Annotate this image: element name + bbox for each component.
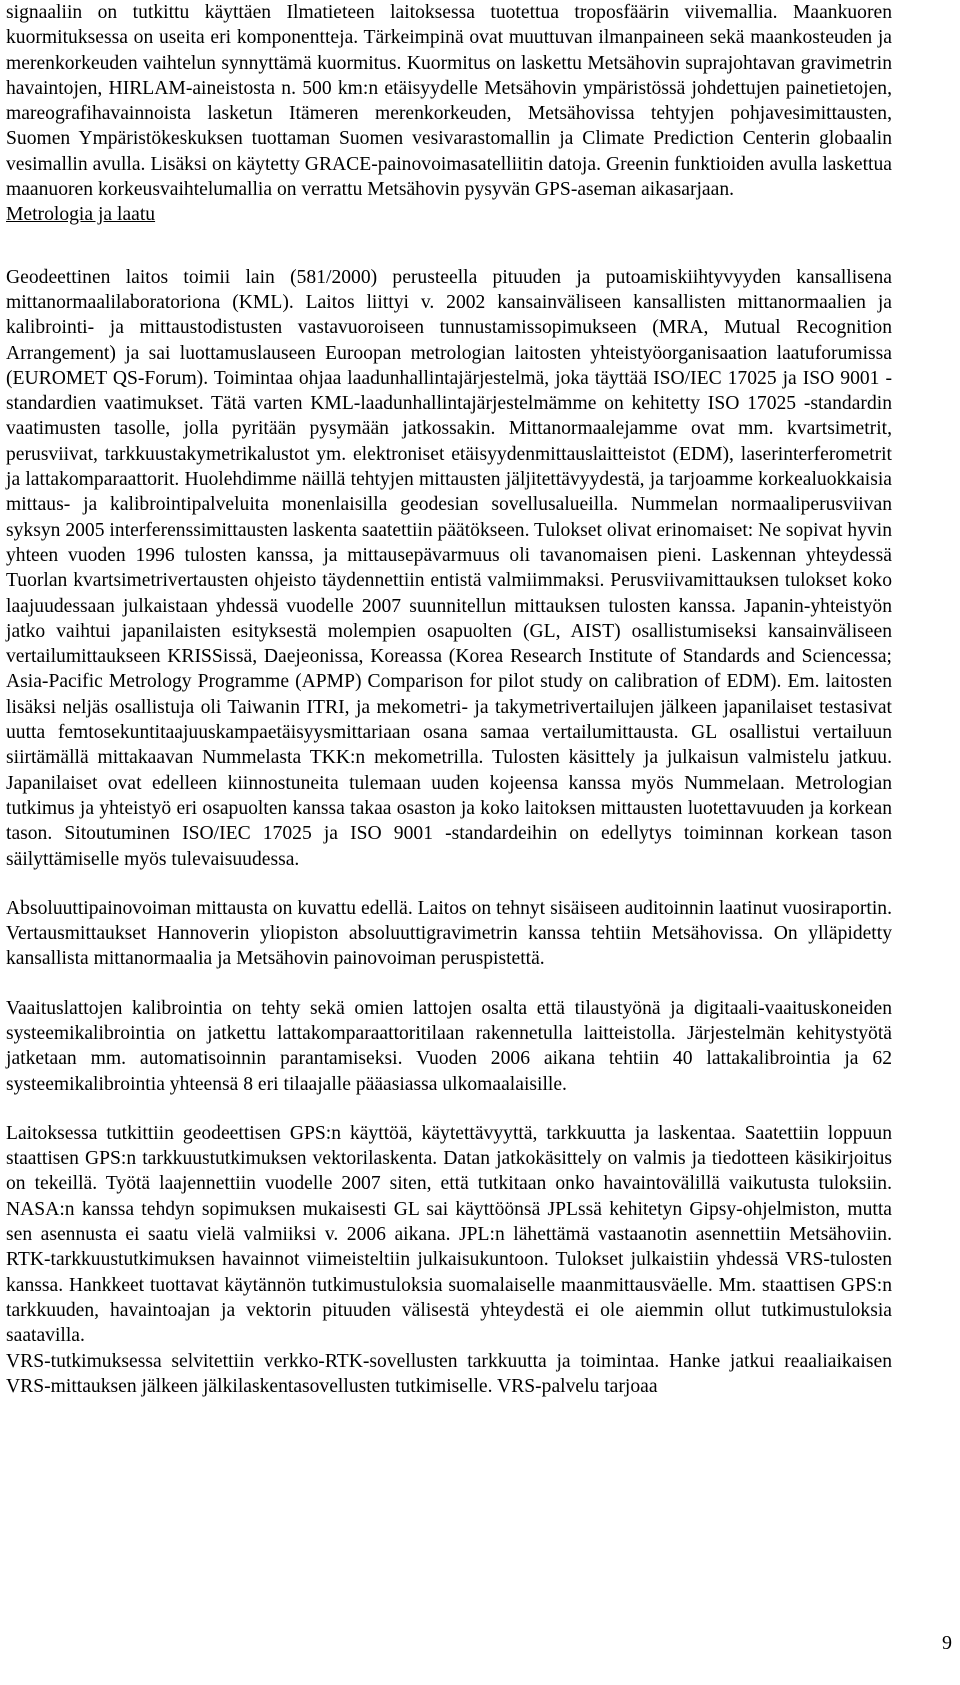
paragraph-gps-research: Laitoksessa tutkittiin geodeettisen GPS:n käyttöä, käytettävyyttä, tarkkuutta ja laskentaa. Saatettiin loppuun staattisen GPS:n tarkkuustutkimuksen vektorilaskenta. Datan jatkokäsittely on valmis ja tiedotteen käsikirjoitus on tekeillä. Työtä laajennettiin vuodelle 2007 siten, että tutkitaan onko havaintovälillä vaikutusta tuloksiin. NASA:n kanssa tehdyn sopimuksen mukaisesti GL sai käyttöönsä JPLssä kehitetyn Gipsy-ohjelmiston, mutta sen asennusta ei saatu vielä valmiiksi v. 2006 aikana. JPL:n lähettämä vastaanotin asennettiin Metsähoviin. RTK-tarkkuustutkimuksen havainnot viimeisteltiin julkaisukuntoon. Tulokset julkaistiin yhdessä VRS-tulosten kanssa. Hankkeet tuottavat käytännön tutkimustuloksia suomalaiselle maanmittausväelle. Mm. staattisen GPS:n tarkkuuden, havaintoajan ja vektorin pituuden välisestä yhteydestä ei ole aiemmin ollut tutkimustuloksia saatavilla. (6, 1122, 892, 1347)
paragraph-absolute-gravity: Absoluuttipainovoiman mittausta on kuvattu edellä. Laitos on tehnyt sisäiseen auditoinnin laatinut vuosiraportin. Vertausmittaukset Hannoverin yliopiston absoluuttigravimetrin kanssa tehtiin Metsähovissa. On ylläpidetty kansallista mittanormaalia ja Metsähovin painovoiman peruspistettä. (6, 897, 892, 970)
document-page (6, 0, 892, 1399)
section-heading-metrologia: Metrologia ja laatu (6, 204, 156, 226)
paragraph-vrs-research: VRS-tutkimuksessa selvitettiin verkko-RTK-sovellusten tarkkuutta ja toimintaa. Hanke jatkui reaaliaikaisen VRS-mittauksen jälkeen jälkilaskentasovellusten tutkimiselle. VRS-palvelu tarjoaa (6, 1350, 892, 1397)
paragraph-levelling-rod-calibration: Vaaituslattojen kalibrointia on tehty sekä omien lattojen osalta että tilaustyönä ja digitaali-vaaituskoneiden systeemikalibrointia on jatkettu lattakomparaattoritilaan rakennetulla laitteistolla. Järjestelmän kehitystyötä jatketaan mm. automatisoinnin parantamiseksi. Vuoden 2006 aikana tehtiin 40 lattakalibrointia ja 62 systeemikalibrointia yhteensä 8 eri tilaajalle pääasiassa ulkomaalaisille. (6, 997, 892, 1095)
paragraph-troposphere-loading: signaaliin on tutkittu käyttäen Ilmatieteen laitoksessa tuotettua troposfäärin viivemallia. Maankuoren kuormituksessa on useita eri komponentteja. Tärkeimpinä ovat muuttuvan ilmanpaineen sekä maankosteuden ja merenkorkeuden vaihtelun synnyttämä kuormitus. Kuormitus on laskettu Metsähovin suprajohtavan gravimetrin havaintojen, HIRLAM-aineistosta n. 500 km:n etäisyydelle Metsähovin ympäristössä johdettujen painetietojen, mareografihavainnoista lasketun Itämeren merenkorkeuden, Metsähovissa tehtyjen pohjavesimittausten, Suomen Ympäristökeskuksen tuottaman Suomen vesivarastomallin ja Climate Prediction Centerin globaalin vesimallin avulla. Lisäksi on käytetty GRACE-painovoimasatelliitin datoja. Greenin funktioiden avulla laskettua maanuoren korkeusvaihtelumallia on verrattu Metsähovin pysyvän GPS-aseman aikasarjaan. (6, 2, 892, 201)
paragraph-metrology-lab: Geodeettinen laitos toimii lain (581/2000) perusteella pituuden ja putoamiskiihtyvyyden kansallisena mittanormaalilaboratoriona (KML). Laitos liittyi v. 2002 kansainväliseen kansallisten mittanormaalien ja kalibrointi- ja mittaustodistusten vastavuoroiseen tunnustamissopimukseen (MRA, Mutual Recognition Arrangement) ja sai luottamuslauseen Euroopan metrologian laitosten yhteistyöorganisaation laatuforumissa (EUROMET QS-Forum). Toimintaa ohjaa laadunhallintajärjestelmä, joka täyttää ISO/IEC 17025 ja ISO 9001 -standardien vaatimukset. Tätä varten KML-laadunhallintajärjestelmämme on kehitetty ISO 17025 -standardin vaatimusten tasolle, jolla pyritään pysymään jatkossakin. Mittanormaalejamme ovat mm. kvartsimetrit, perusviivat, tarkkuustakymetrikalustot ym. elektroniset etäisyydenmittauslaitteistot (EDM), laserinterferometrit ja lattakomparaattorit. Huolehdimme näillä tehtyjen mittausten jäljitettävyydestä, ja tarjoamme korkealuokkaisia mittaus- ja kalibrointipalveluita monenlaisilla geodesian sovellusalueilla. Nummelan normaaliperusviivan syksyn 2005 interferenssimittausten laskenta saatettiin päätökseen. Tulokset olivat erinomaiset: Ne sopivat hyvin yhteen vuoden 1996 tulosten kanssa, ja mittausepävarmuus oli tavanomaisen pieni. Laskennan yhteydessä Tuorlan kvartsimetrivertausten ohjeisto täydennettiin entistä valmiimmaksi. Perusviivamittauksen tulokset koko laajuudessaan julkaistaan yhdessä vuodelle 2007 suunnitellun mittauksen tulosten kanssa. Japanin-yhteistyön jatko vaihtui japanilaisten esityksestä molempien osapuolten (GL, AIST) osallistumiseksi kansainväliseen vertailumittaukseen KRISSissä, Daejeonissa, Koreassa (Korea Research Institute of Standards and Sciencessa; Asia-Pacific Metrology Programme (APMP) Comparison for pilot study on calibration of EDM). Em. laitosten lisäksi neljäs osallistuja oli Taiwanin ITRI, ja mekometri- ja takymetrivertailujen jälkeen japanilaiset testasivat uutta femtosekuntitaajuuskampaetäisyysmittariaan osana samaa vertailumittausta. GL osallistui vertailuun siirtämällä mittakaavan Nummelasta TKK:n mekometrilla. Tulosten käsittely ja julkaisun valmistelu jatkuu. Japanilaiset ovat edelleen kiinnostuneita tulemaan uuden kojeensa kanssa myös Nummelaan. Metrologian tutkimus ja yhteistyö eri osapuolten kanssa takaa osaston ja koko laitoksen mittausten luotettavuuden ja korkean tason. Sitoutuminen ISO/IEC 17025 ja ISO 9001 -standardeihin on edellytys toiminnan korkean tason säilyttämiselle myös tulevaisuudessa. (6, 266, 892, 870)
page-number: 9 (942, 1632, 952, 1654)
